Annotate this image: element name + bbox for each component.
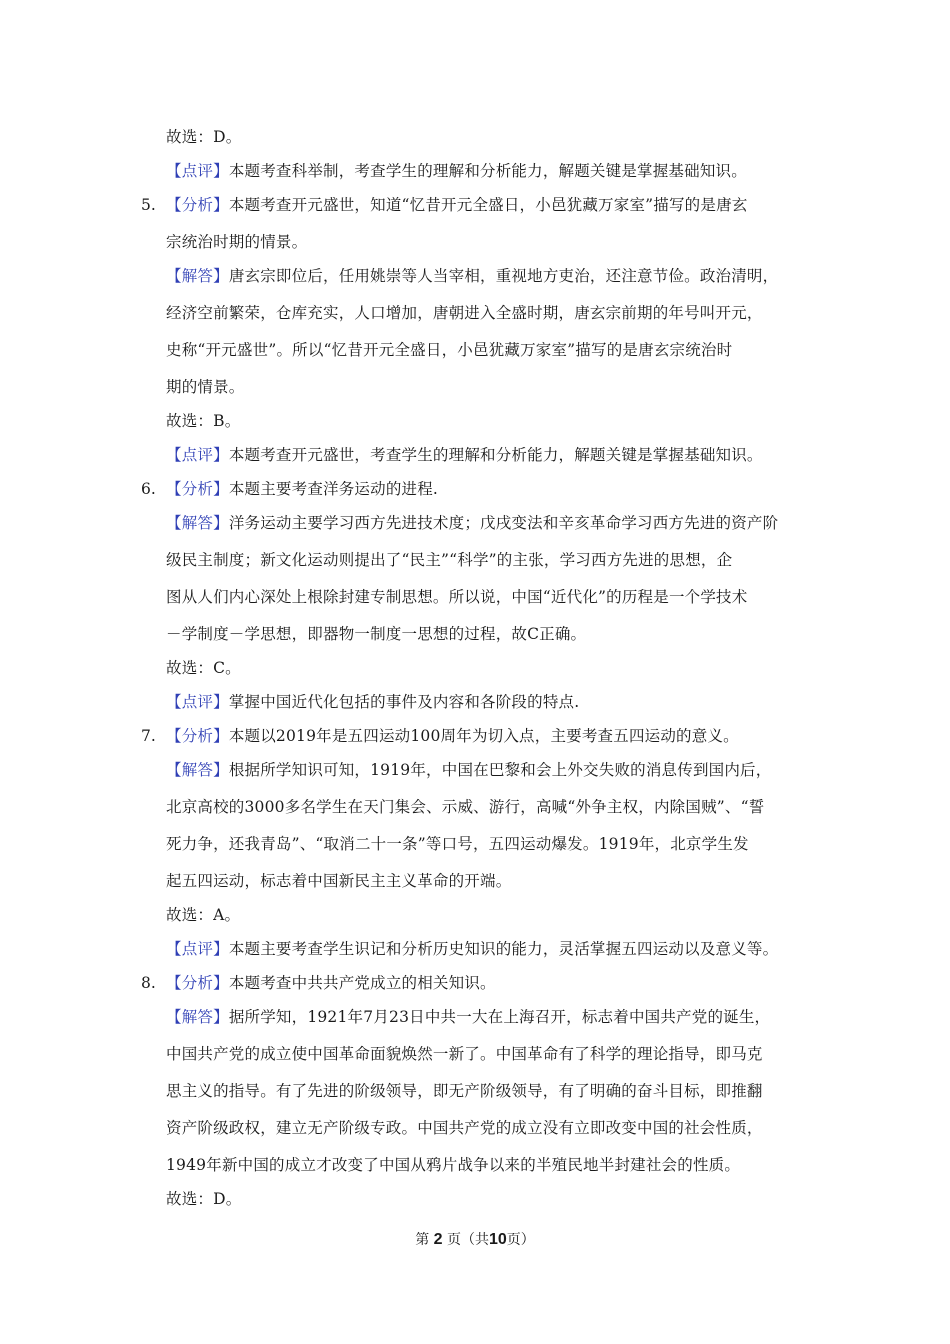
review-tag: 【点评】 <box>166 162 229 180</box>
q5-choice: 故选：B。 <box>166 412 241 430</box>
q8-answer-line: 【解答】据所学知，1921年7月23日中共一大在上海召开，标志着中国共产党的诞生， <box>166 1008 771 1026</box>
q7-answer-line: 死力争，还我青岛”、“取消二十一条”等口号，五四运动爆发。1919年，北京学生发 <box>166 835 749 853</box>
q7-answer-line: 【解答】根据所学知识可知，1919年，中国在巴黎和会上外交失败的消息传到国内后， <box>166 761 772 779</box>
page-footer: 第 2 页（共10页） <box>415 1231 535 1248</box>
q8-number: 8. <box>141 974 156 992</box>
q8-choice: 故选：D。 <box>166 1190 242 1208</box>
answer-tag: 【解答】 <box>166 1008 229 1026</box>
q5-analysis-line: 宗统治时期的情景。 <box>166 233 308 251</box>
page-number: 2 <box>433 1231 443 1248</box>
review-tag: 【点评】 <box>166 940 229 958</box>
q8-answer-line: 思主义的指导。有了先进的阶级领导，即无产阶级领导，有了明确的奋斗目标，即推翻 <box>166 1082 763 1100</box>
q5-analysis-line: 【分析】本题考查开元盛世，知道“忆昔开元全盛日，小邑犹藏万家室”描写的是唐玄 <box>166 196 748 214</box>
review-tag: 【点评】 <box>166 446 229 464</box>
q5-answer-line: 史称“开元盛世”。所以“忆昔开元全盛日，小邑犹藏万家室”描写的是唐玄宗统治时 <box>166 341 733 359</box>
analysis-tag: 【分析】 <box>166 727 229 745</box>
q5-number: 5. <box>141 196 156 214</box>
answer-tag: 【解答】 <box>166 761 229 779</box>
q4-review: 【点评】本题考查科举制，考查学生的理解和分析能力，解题关键是掌握基础知识。 <box>166 162 747 180</box>
q5-review: 【点评】本题考查开元盛世，考查学生的理解和分析能力，解题关键是掌握基础知识。 <box>166 446 763 464</box>
q6-number: 6. <box>141 480 156 498</box>
q7-choice: 故选：A。 <box>166 906 241 924</box>
q7-number: 7. <box>141 727 156 745</box>
q8-answer-line: 资产阶级政权，建立无产阶级专政。中国共产党的成立没有立即改变中国的社会性质， <box>166 1119 763 1137</box>
q6-analysis-line: 【分析】本题主要考查洋务运动的进程. <box>166 480 439 498</box>
q7-answer-line: 北京高校的3000多名学生在天门集会、示威、游行，高喊“外争主权，内除国贼”、“誓 <box>166 798 765 816</box>
answer-tag: 【解答】 <box>166 267 229 285</box>
q5-answer-line: 期的情景。 <box>166 378 245 396</box>
analysis-tag: 【分析】 <box>166 480 229 498</box>
q6-answer-line: 级民主制度；新文化运动则提出了“民主”“科学”的主张，学习西方先进的思想，企 <box>166 551 733 569</box>
q5-answer-line: 【解答】唐玄宗即位后，任用姚崇等人当宰相，重视地方吏治，还注意节俭。政治清明， <box>166 267 779 285</box>
q7-answer-line: 起五四运动，标志着中国新民主主义革命的开端。 <box>166 872 512 890</box>
q8-answer-line: 中国共产党的成立使中国革命面貌焕然一新了。中国革命有了科学的理论指导，即马克 <box>166 1045 763 1063</box>
q7-review: 【点评】本题主要考查学生识记和分析历史知识的能力，灵活掌握五四运动以及意义等。 <box>166 940 779 958</box>
answer-tag: 【解答】 <box>166 514 229 532</box>
analysis-tag: 【分析】 <box>166 196 229 214</box>
q8-answer-line: 1949年新中国的成立才改变了中国从鸦片战争以来的半殖民地半封建社会的性质。 <box>166 1156 741 1174</box>
review-tag: 【点评】 <box>166 693 229 711</box>
q6-choice: 故选：C。 <box>166 659 241 677</box>
q6-review: 【点评】掌握中国近代化包括的事件及内容和各阶段的特点. <box>166 693 580 711</box>
q6-answer-line: 【解答】洋务运动主要学习西方先进技术度；戊戌变法和辛亥革命学习西方先进的资产阶 <box>166 514 779 532</box>
q4-choice: 故选：D。 <box>166 128 242 146</box>
q5-answer-line: 经济空前繁荣，仓库充实，人口增加，唐朝进入全盛时期，唐玄宗前期的年号叫开元， <box>166 304 763 322</box>
q7-analysis-line: 【分析】本题以2019年是五四运动100周年为切入点，主要考查五四运动的意义。 <box>166 727 739 745</box>
total-pages: 10 <box>489 1231 507 1248</box>
q6-answer-line: 图从人们内心深处上根除封建专制思想。所以说，中国“近代化”的历程是一个学技术 <box>166 588 748 606</box>
q8-analysis-line: 【分析】本题考查中共共产党成立的相关知识。 <box>166 974 496 992</box>
analysis-tag: 【分析】 <box>166 974 229 992</box>
q6-answer-line: －学制度－学思想，即器物一制度一思想的过程，故C正确。 <box>166 625 587 643</box>
